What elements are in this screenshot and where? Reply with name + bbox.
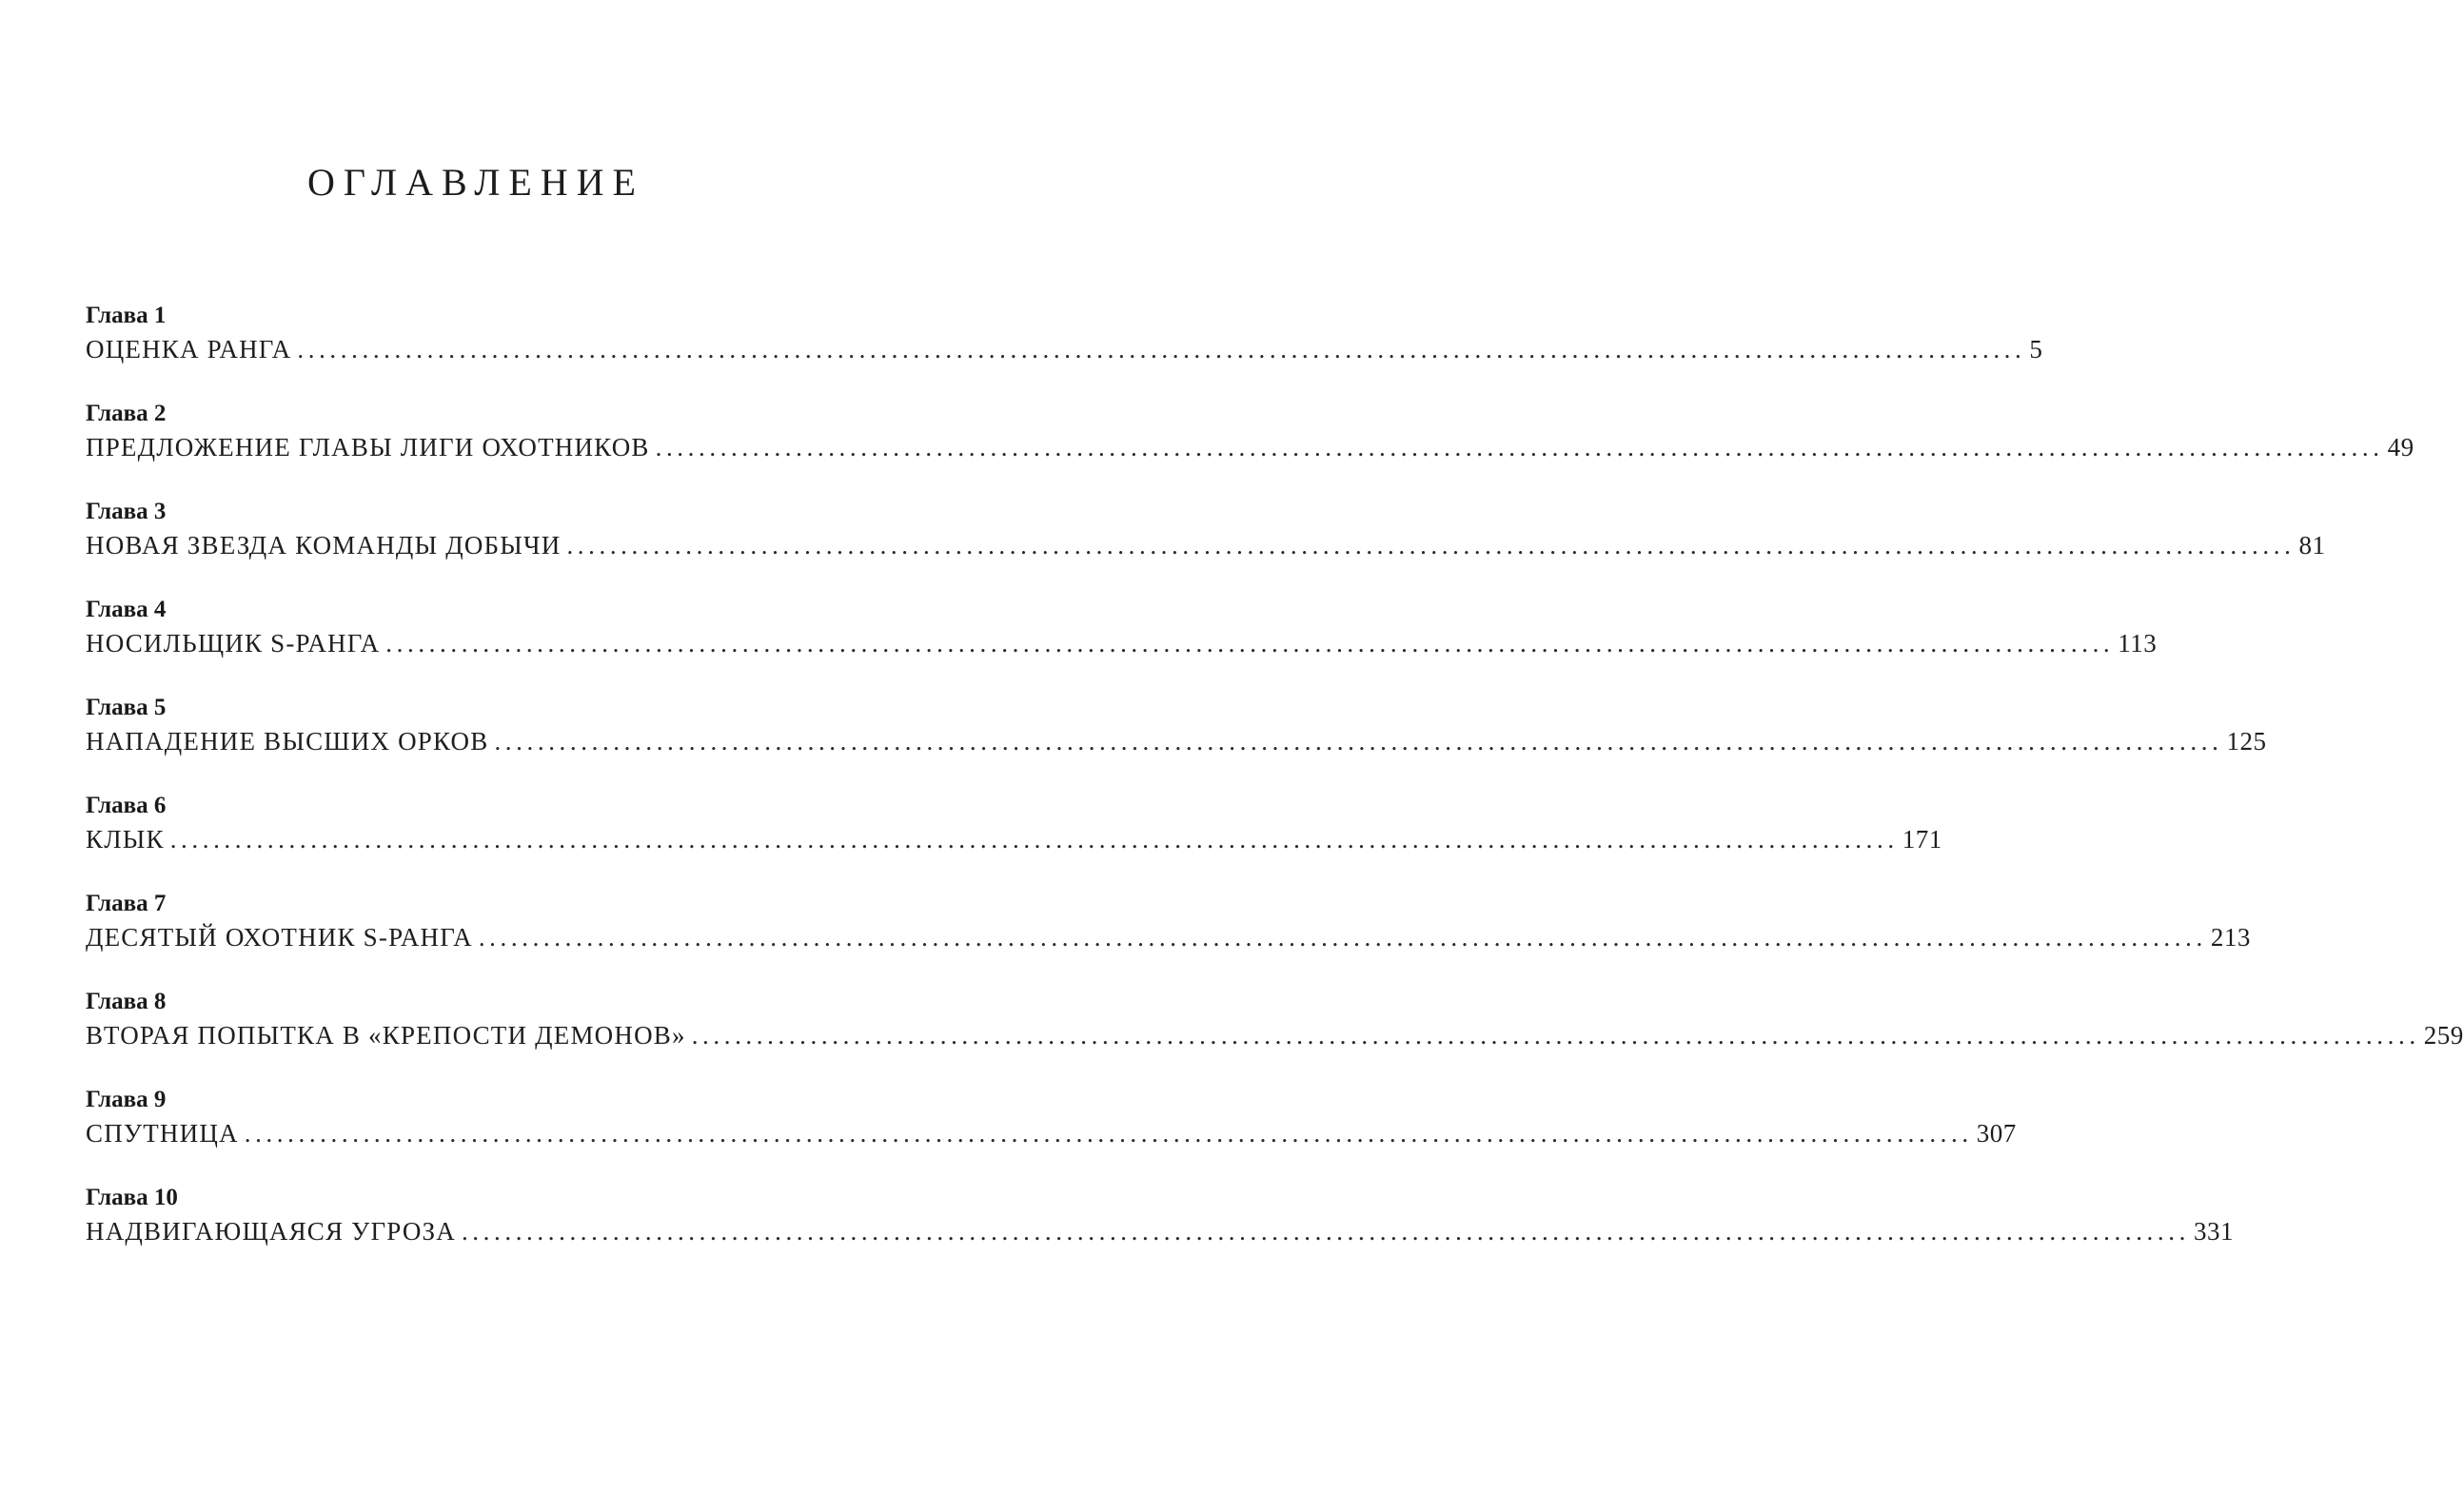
page-number: 125 [2226,727,2267,756]
page-number: 171 [1902,825,1942,854]
chapter-label: Глава 3 [86,499,167,524]
dot-leader: ................................................................................................................................................................ [244,1119,1973,1148]
chapter-label: Глава 4 [86,597,167,622]
chapter-label: Глава 9 [86,1087,167,1112]
dot-leader: ................................................................................................................................................................ [297,335,2026,363]
page-number: 49 [2387,433,2415,461]
chapter-label: Глава 1 [86,303,167,328]
toc-line [86,1214,2234,1248]
page-number: 5 [2029,335,2043,363]
chapter-title: НАПАДЕНИЕ ВЫСШИХ ОРКОВ [86,727,489,756]
toc-entry-6 [86,790,1942,888]
table-of-contents [86,300,2464,1280]
chapter-title: ПРЕДЛОЖЕНИЕ ГЛАВЫ ЛИГИ ОХОТНИКОВ [86,433,650,461]
chapter-title: ОЦЕНКА РАНГА [86,335,292,363]
toc-line [86,1116,2017,1150]
toc-entry-4 [86,594,2158,692]
page-number: 81 [2298,531,2326,560]
dot-leader: ................................................................................................................................................................ [691,1021,2420,1050]
toc-entry-7 [86,888,2251,986]
chapter-label: Глава 6 [86,793,167,818]
chapter-label: Глава 10 [86,1185,178,1210]
dot-leader: ................................................................................................................................................................ [494,727,2223,756]
dot-leader: ................................................................................................................................................................ [385,629,2115,658]
toc-line [86,430,2415,464]
toc-line [86,822,1942,856]
dot-leader: ................................................................................................................................................................ [655,433,2384,461]
toc-entry-3 [86,496,2326,594]
chapter-title: НАДВИГАЮЩАЯСЯ УГРОЗА [86,1217,456,1246]
toc-line [86,626,2158,660]
toc-entry-1 [86,300,2043,398]
dot-leader: ................................................................................................................................................................ [566,531,2296,560]
chapter-title: СПУТНИЦА [86,1119,239,1148]
chapter-title: ВТОРАЯ ПОПЫТКА В «КРЕПОСТИ ДЕМОНОВ» [86,1021,686,1050]
chapter-title: НОСИЛЬЩИК S-РАНГА [86,629,381,658]
chapter-title: ДЕСЯТЫЙ ОХОТНИК S-РАНГА [86,923,473,952]
chapter-label: Глава 2 [86,401,167,426]
toc-entry-8 [86,986,2464,1084]
toc-line [86,920,2251,954]
page-number: 307 [1976,1119,2017,1148]
dot-leader: ................................................................................................................................................................ [169,825,1899,854]
page-number: 259 [2423,1021,2464,1050]
page-number: 113 [2118,629,2158,658]
toc-line [86,1018,2464,1052]
toc-entry-10 [86,1182,2234,1280]
toc-entry-5 [86,692,2267,790]
page-number: 213 [2210,923,2251,952]
page-title: ОГЛАВЛЕНИЕ [307,161,644,204]
chapter-label: Глава 5 [86,695,167,720]
chapter-label: Глава 7 [86,891,167,916]
dot-leader: ................................................................................................................................................................ [478,923,2207,952]
toc-line [86,332,2043,366]
page-number: 331 [2193,1217,2234,1246]
chapter-title: КЛЫК [86,825,165,854]
toc-line [86,528,2326,562]
chapter-title: НОВАЯ ЗВЕЗДА КОМАНДЫ ДОБЫЧИ [86,531,562,560]
toc-entry-2 [86,398,2415,496]
toc-entry-9 [86,1084,2017,1182]
dot-leader: ................................................................................................................................................................ [461,1217,2190,1246]
toc-line [86,724,2267,758]
chapter-label: Глава 8 [86,989,167,1014]
